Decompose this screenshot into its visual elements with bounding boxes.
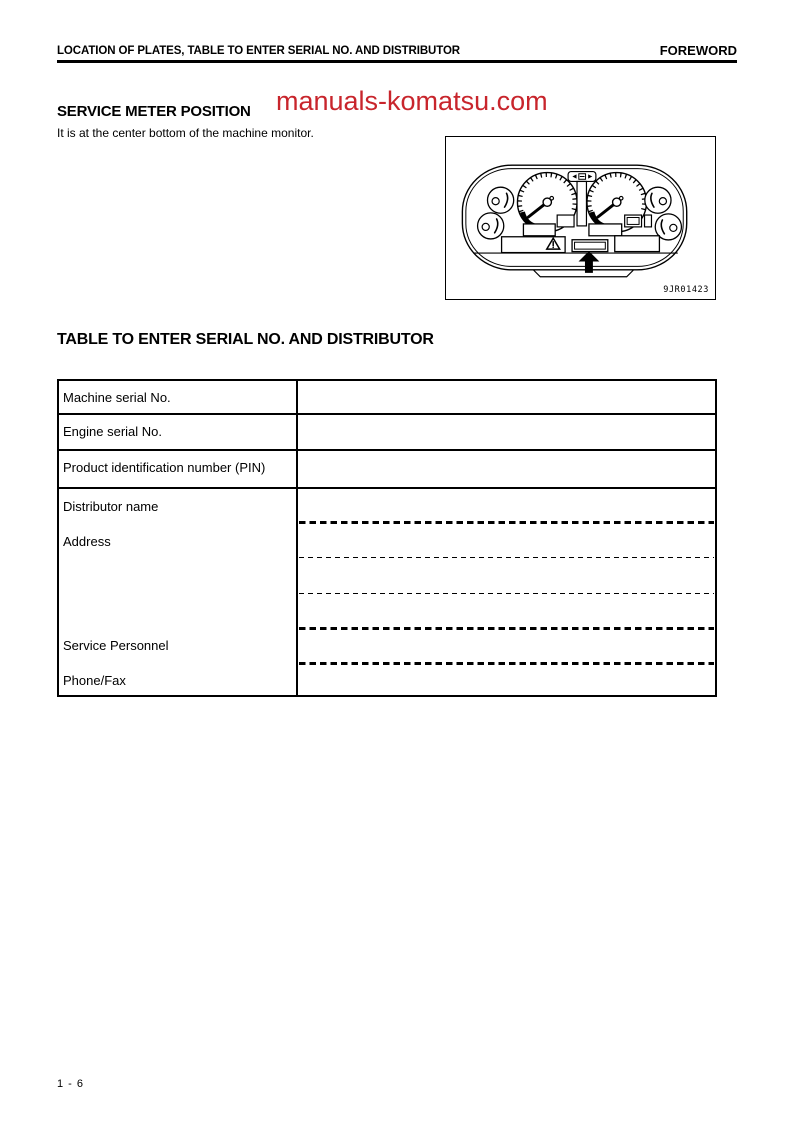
dashed-writing-line bbox=[299, 662, 714, 665]
gauge-small-top-left bbox=[487, 187, 513, 213]
monitor-figure bbox=[445, 136, 716, 300]
indicator-window-right-small bbox=[645, 215, 652, 227]
dashed-writing-line bbox=[299, 557, 714, 558]
gauge-small-bottom-left bbox=[478, 213, 504, 239]
page-number: 1 - 6 bbox=[57, 1078, 85, 1090]
center-display-column bbox=[577, 181, 586, 225]
pin-value-cell bbox=[299, 451, 715, 485]
machine-serial-label: Machine serial No. bbox=[63, 390, 171, 405]
table-column-divider bbox=[296, 381, 298, 695]
indicator-window-left bbox=[557, 215, 574, 227]
distributor-name-label: Distributor name bbox=[63, 499, 159, 514]
machine-monitor-illustration bbox=[446, 137, 715, 299]
service-personnel-label: Service Personnel bbox=[63, 638, 169, 653]
dashed-writing-line bbox=[299, 627, 714, 630]
service-meter-display bbox=[572, 240, 608, 252]
address-label: Address bbox=[63, 534, 111, 549]
watermark-text: manuals-komatsu.com bbox=[276, 86, 548, 116]
pin-label: Product identification number (PIN) bbox=[63, 460, 266, 475]
dashed-writing-line bbox=[299, 521, 714, 524]
engine-serial-label: Engine serial No. bbox=[63, 424, 162, 439]
bottom-panel-right bbox=[615, 236, 660, 252]
shift-indicator-icon bbox=[568, 172, 596, 182]
gauge-small-top-right bbox=[645, 187, 671, 213]
serial-table-heading: TABLE TO ENTER SERIAL NO. AND DISTRIBUTOR bbox=[57, 331, 434, 348]
table-row-border bbox=[59, 487, 715, 489]
serial-table bbox=[57, 379, 717, 697]
machine-serial-value-cell bbox=[299, 381, 715, 413]
header-rule bbox=[57, 60, 737, 63]
header-left-title: LOCATION OF PLATES, TABLE TO ENTER SERIAL NO. AND DISTRIBUTOR bbox=[57, 45, 461, 57]
phone-fax-label: Phone/Fax bbox=[63, 673, 126, 688]
engine-serial-value-cell bbox=[299, 415, 715, 447]
service-meter-description: It is at the center bottom of the machine monitor. bbox=[57, 126, 314, 140]
figure-code: 9JR01423 bbox=[663, 285, 709, 295]
service-meter-heading: SERVICE METER POSITION bbox=[57, 103, 251, 120]
dashed-writing-line bbox=[299, 593, 714, 594]
header-right-title: FOREWORD bbox=[659, 43, 737, 58]
indicator-window-right bbox=[625, 215, 642, 227]
